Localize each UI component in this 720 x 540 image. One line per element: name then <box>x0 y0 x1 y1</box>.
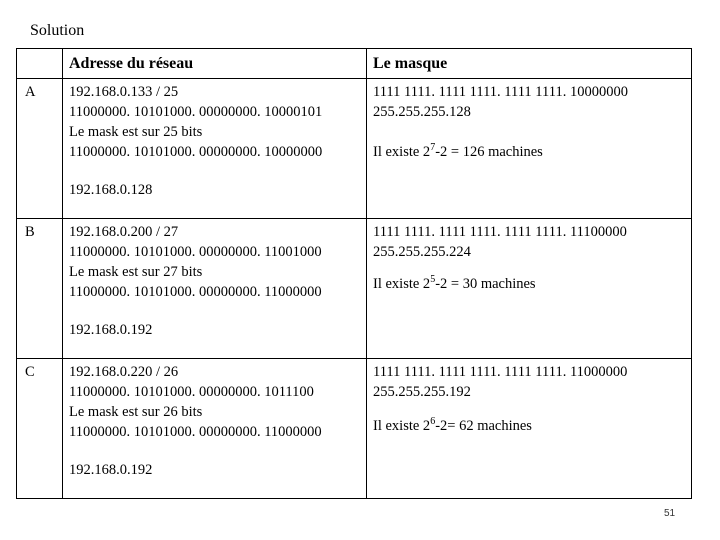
header-mask: Le masque <box>367 49 692 79</box>
mask-decimal: 255.255.255.224 <box>373 244 471 260</box>
mask-binary: 1111 1111. 1111 1111. 1111 1111. 11000000 <box>373 364 628 380</box>
address-cell <box>63 359 367 499</box>
page-number: 51 <box>664 508 676 519</box>
address-line: 192.168.0.220 / 26 <box>69 364 179 380</box>
address-line: 11000000. 10101000. 00000000. 1011100 <box>69 384 314 400</box>
network-address: 192.168.0.192 <box>69 322 153 338</box>
machines-count: Il existe $2^5-2 = 30$ machines <box>373 274 536 292</box>
mask-binary: 1111 1111. 1111 1111. 1111 1111. 10000000 <box>373 84 628 100</box>
mask-cell <box>367 359 692 499</box>
mask-cell <box>367 79 692 219</box>
header-address: Adresse du réseau <box>63 49 367 79</box>
header-empty-cell <box>17 49 63 79</box>
address-cell <box>63 79 367 219</box>
address-line: Le mask est sur 27 bits <box>69 264 203 280</box>
address-cell <box>63 219 367 359</box>
address-line: 192.168.0.133 / 25 <box>69 84 179 100</box>
address-line: 11000000. 10101000. 00000000. 10000000 <box>69 144 323 160</box>
address-line: 11000000. 10101000. 00000000. 11000000 <box>69 424 322 440</box>
machines-count: Il existe $2^6-2= 62$ machines <box>373 416 532 434</box>
solution-table <box>16 48 692 499</box>
machines-count: Il existe $2^7-2 = 126$ machines <box>373 142 543 160</box>
mask-cell <box>367 219 692 359</box>
address-line: 11000000. 10101000. 00000000. 11001000 <box>69 244 322 260</box>
table-row <box>17 359 692 499</box>
address-line: 11000000. 10101000. 00000000. 10000101 <box>69 104 323 120</box>
address-line: 11000000. 10101000. 00000000. 11000000 <box>69 284 322 300</box>
address-line: Le mask est sur 25 bits <box>69 124 203 140</box>
network-address: 192.168.0.128 <box>69 182 153 198</box>
row-letter: C <box>17 359 63 499</box>
row-letter: A <box>17 79 63 219</box>
mask-decimal: 255.255.255.192 <box>373 384 471 400</box>
address-line: Le mask est sur 26 bits <box>69 404 203 420</box>
address-line: 192.168.0.200 / 27 <box>69 224 179 240</box>
mask-binary: 1111 1111. 1111 1111. 1111 1111. 11100000 <box>373 224 627 240</box>
table-row <box>17 79 692 219</box>
slide-title: Solution <box>30 22 85 39</box>
table-header-row <box>17 49 692 79</box>
row-letter: B <box>17 219 63 359</box>
table-row <box>17 219 692 359</box>
mask-decimal: 255.255.255.128 <box>373 104 471 120</box>
network-address: 192.168.0.192 <box>69 462 153 478</box>
